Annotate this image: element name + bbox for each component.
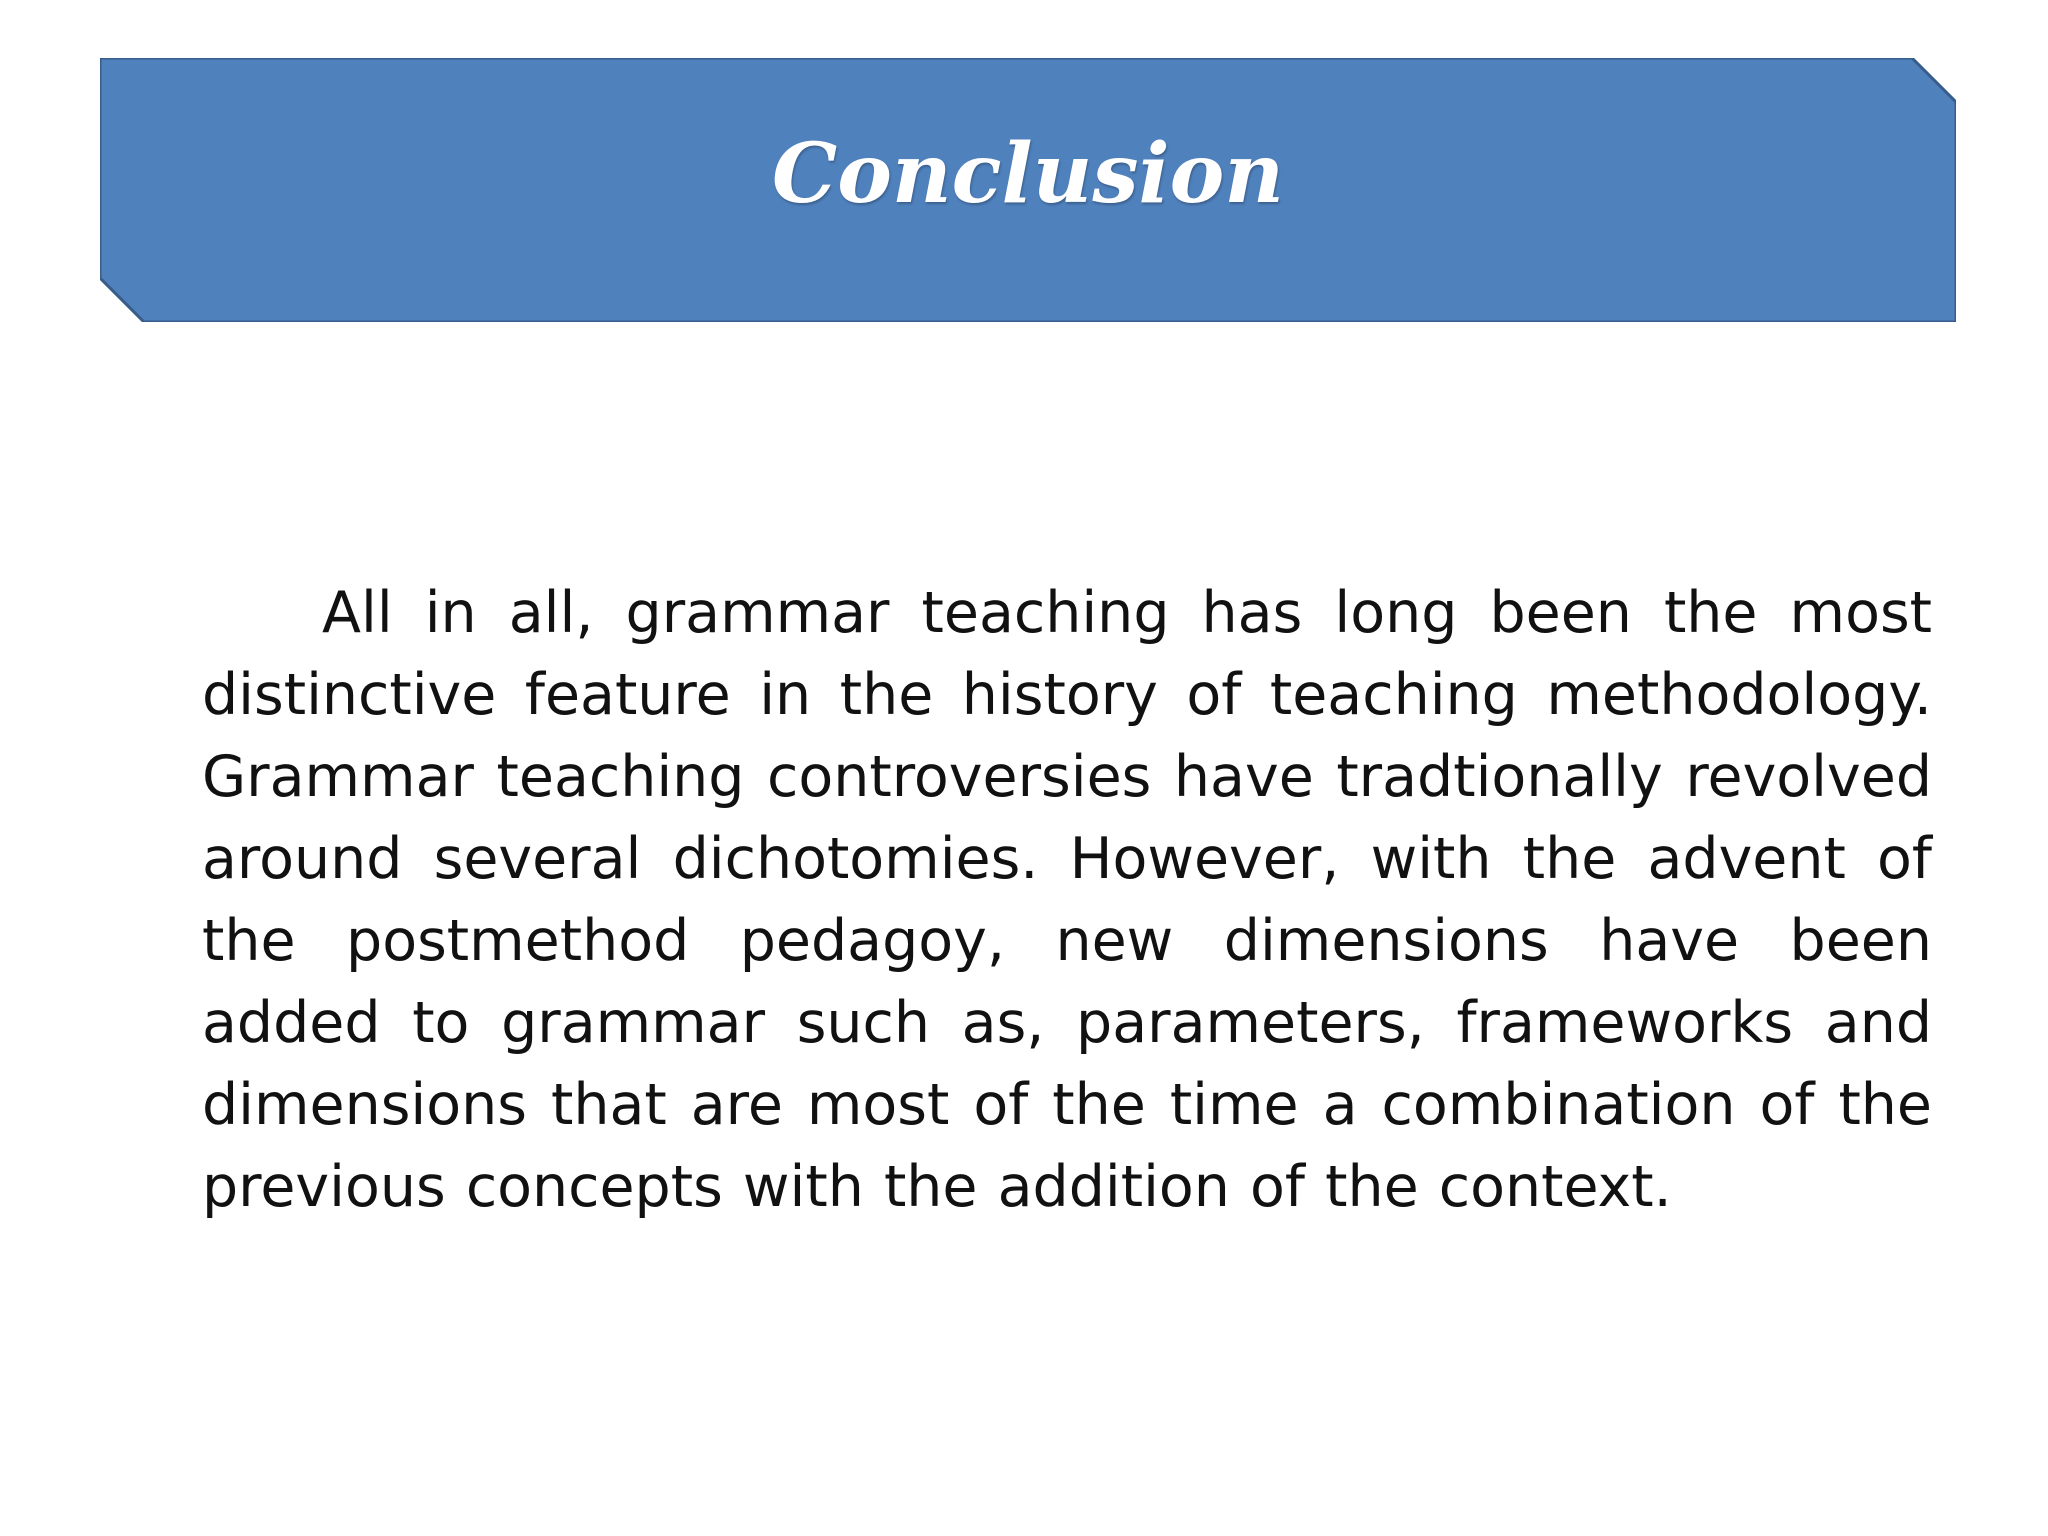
slide-title: Conclusion bbox=[772, 126, 1284, 222]
title-banner bbox=[100, 58, 1956, 322]
conclusion-paragraph: All in all, grammar teaching has long been the most distinctive feature in the history of teaching methodology. Grammar teaching controversies have tradtionally revolved around several dichotomies. However, with the advent of the postmethod pedagoy, new dimensions have been added to grammar such as, parameters, frameworks and dimensions that are most of the time a combination of the previous concepts with the addition of the context. bbox=[202, 580, 1932, 1220]
